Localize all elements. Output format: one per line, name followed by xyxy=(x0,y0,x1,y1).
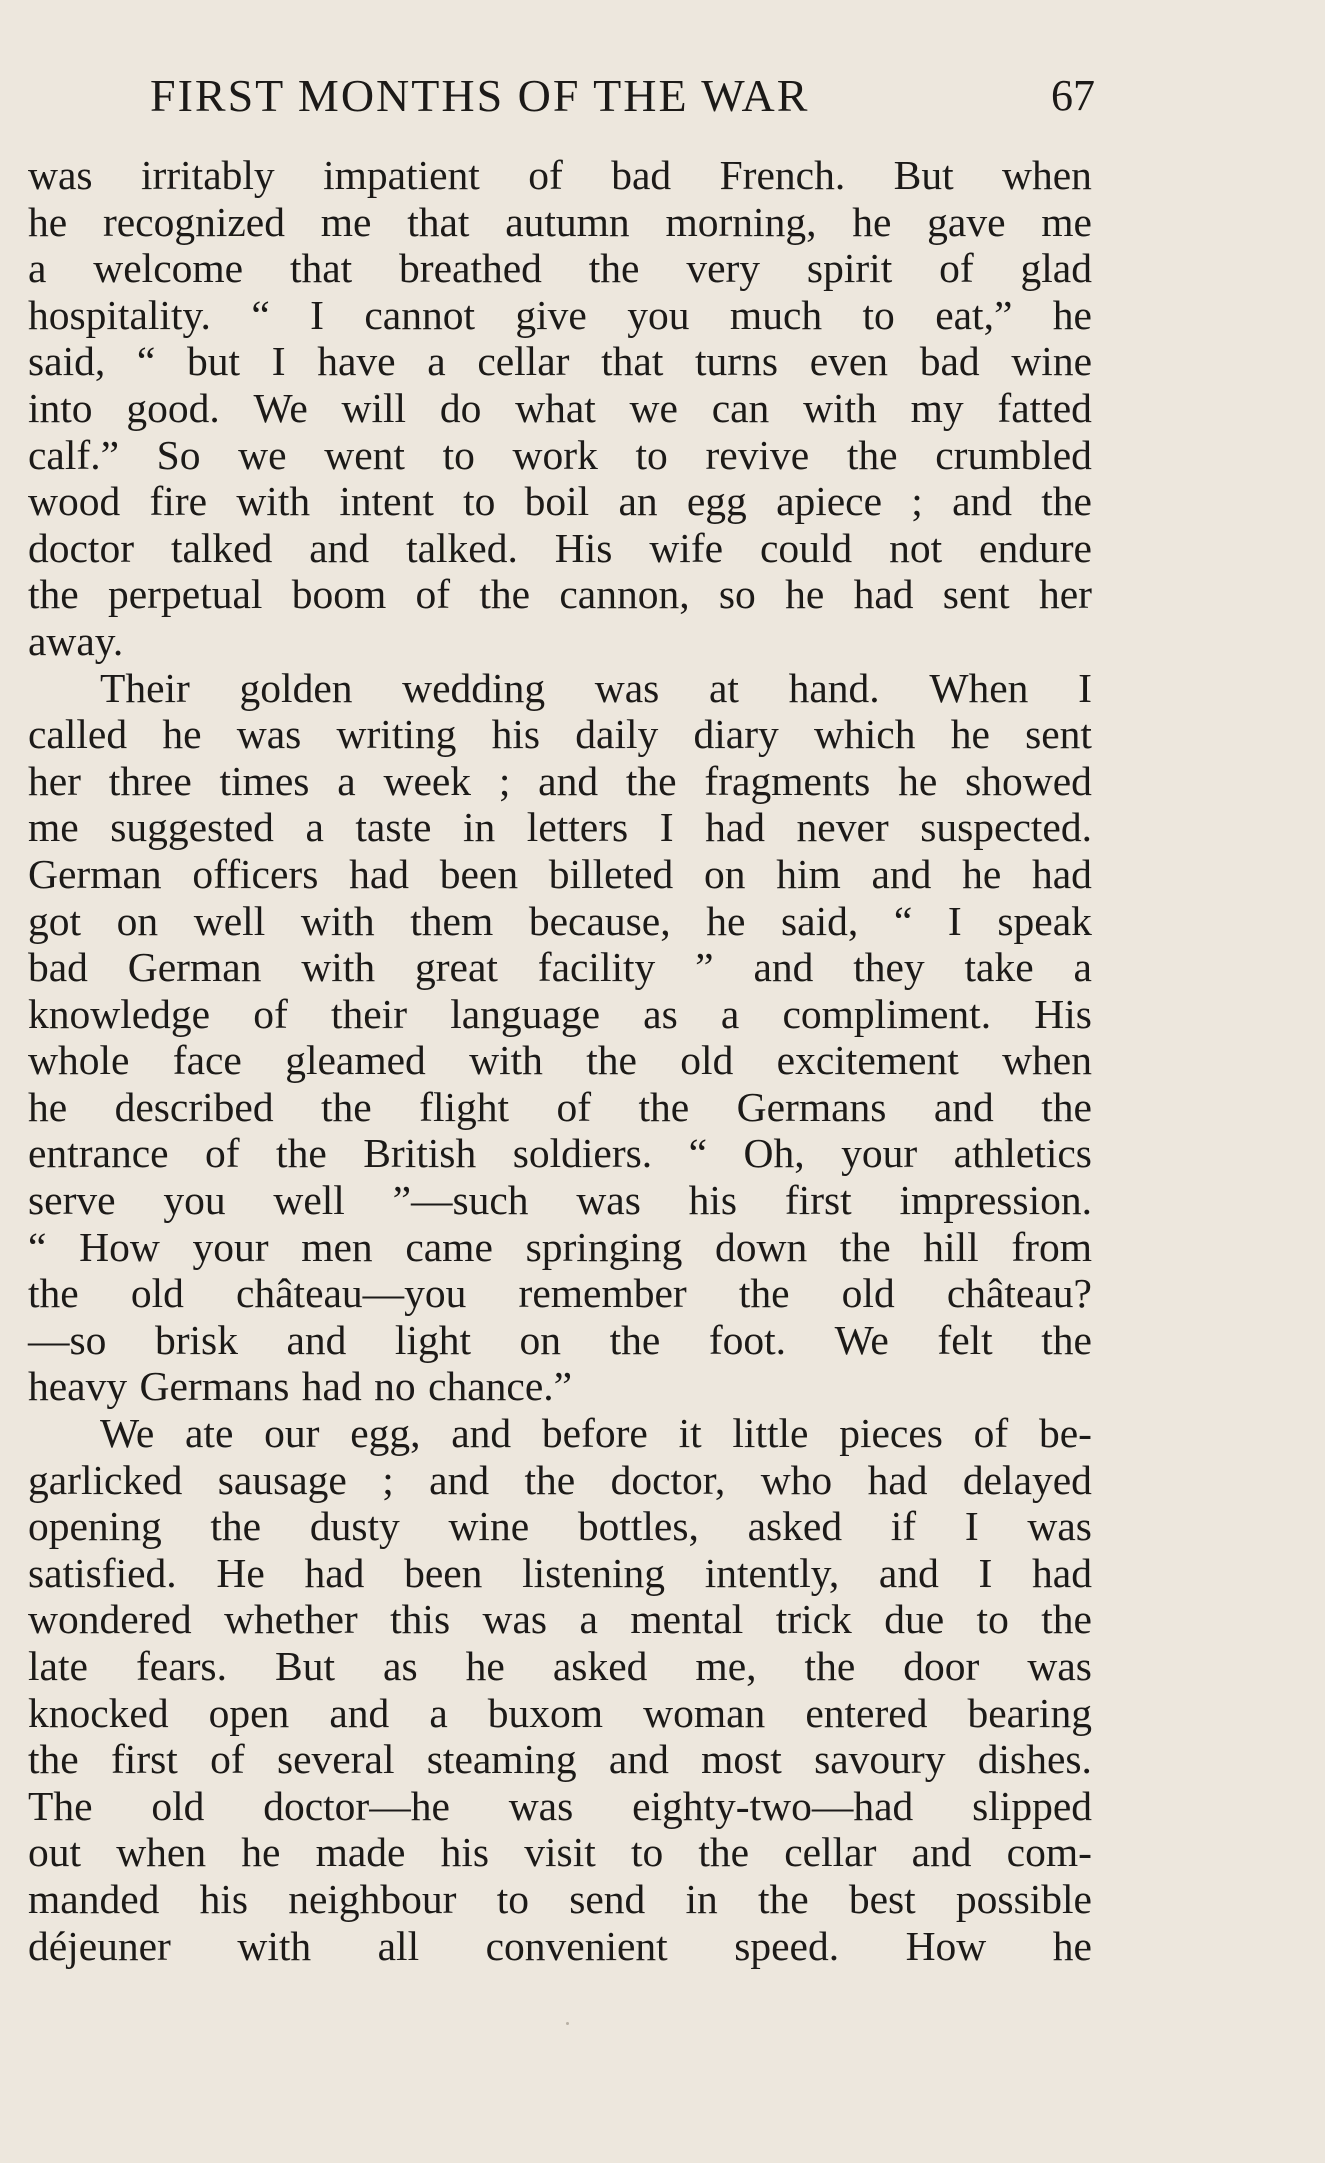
text-line: —so brisk and light on the foot. We felt the xyxy=(28,1316,1092,1363)
text-line: bad German with great facility ” and they take a xyxy=(28,944,1092,991)
text-line: got on well with them because, he said, “ I speak xyxy=(28,897,1092,944)
text-line: We ate our egg, and before it little pieces of be- xyxy=(100,1410,1092,1457)
text-line: calf.” So we went to work to revive the crumbled xyxy=(28,431,1092,478)
text-line: manded his neighbour to send in the best possible xyxy=(28,1875,1092,1922)
text-line: doctor talked and talked. His wife could not endure xyxy=(28,524,1092,571)
text-line: opening the dusty wine bottles, asked if I was xyxy=(28,1503,1092,1550)
text-line: away. xyxy=(28,617,124,664)
text-line: he described the flight of the Germans and the xyxy=(28,1083,1092,1130)
text-line: wondered whether this was a mental trick due to the xyxy=(28,1596,1092,1643)
paper-speck xyxy=(566,2022,569,2025)
text-line: the first of several steaming and most savoury dishes. xyxy=(28,1736,1092,1783)
text-line: the old château—you remember the old château? xyxy=(28,1270,1092,1317)
text-line: hospitality. “ I cannot give you much to eat,” he xyxy=(28,291,1092,338)
text-line: whole face gleamed with the old excitement when xyxy=(28,1037,1092,1084)
text-line: “ How your men came springing down the hill from xyxy=(28,1223,1092,1270)
text-line: said, “ but I have a cellar that turns even bad wine xyxy=(28,338,1092,385)
text-line: out when he made his visit to the cellar and com- xyxy=(28,1829,1092,1876)
text-line: serve you well ”—such was his first impression. xyxy=(28,1177,1092,1224)
running-head: FIRST MONTHS OF THE WAR xyxy=(150,70,810,121)
text-line: into good. We will do what we can with my fatted xyxy=(28,384,1092,431)
page-header xyxy=(150,68,1095,124)
text-line: late fears. But as he asked me, the door was xyxy=(28,1643,1092,1689)
text-line: garlicked sausage ; and the doctor, who had delayed xyxy=(28,1456,1092,1503)
text-line: the perpetual boom of the cannon, so he had sent her xyxy=(28,571,1092,618)
text-line: Their golden wedding was at hand. When I xyxy=(100,664,1092,711)
text-line: déjeuner with all convenient speed. How he xyxy=(28,1922,1092,1969)
text-line: me suggested a taste in letters I had never suspected. xyxy=(28,804,1092,851)
text-line: he recognized me that autumn morning, he gave me xyxy=(28,198,1092,245)
page-number: 67 xyxy=(1051,71,1095,120)
body-text xyxy=(28,152,1092,1969)
text-line: a welcome that breathed the very spirit of glad xyxy=(28,245,1092,292)
text-line: was irritably impatient of bad French. But when xyxy=(28,152,1092,198)
text-line: called he was writing his daily diary which he sent xyxy=(28,711,1092,758)
text-line: The old doctor—he was eighty-two—had slipped xyxy=(28,1782,1092,1829)
text-line: entrance of the British soldiers. “ Oh, your athletics xyxy=(28,1130,1092,1177)
text-line: satisfied. He had been listening intently, and I had xyxy=(28,1549,1092,1596)
text-line: knowledge of their language as a compliment. His xyxy=(28,990,1092,1037)
text-line: knocked open and a buxom woman entered bearing xyxy=(28,1689,1092,1736)
text-line: wood fire with intent to boil an egg apiece ; and the xyxy=(28,478,1092,525)
text-line: her three times a week ; and the fragments he showed xyxy=(28,757,1092,804)
text-line: German officers had been billeted on him and he had xyxy=(28,850,1092,897)
text-line: heavy Germans had no chance.” xyxy=(28,1363,573,1410)
